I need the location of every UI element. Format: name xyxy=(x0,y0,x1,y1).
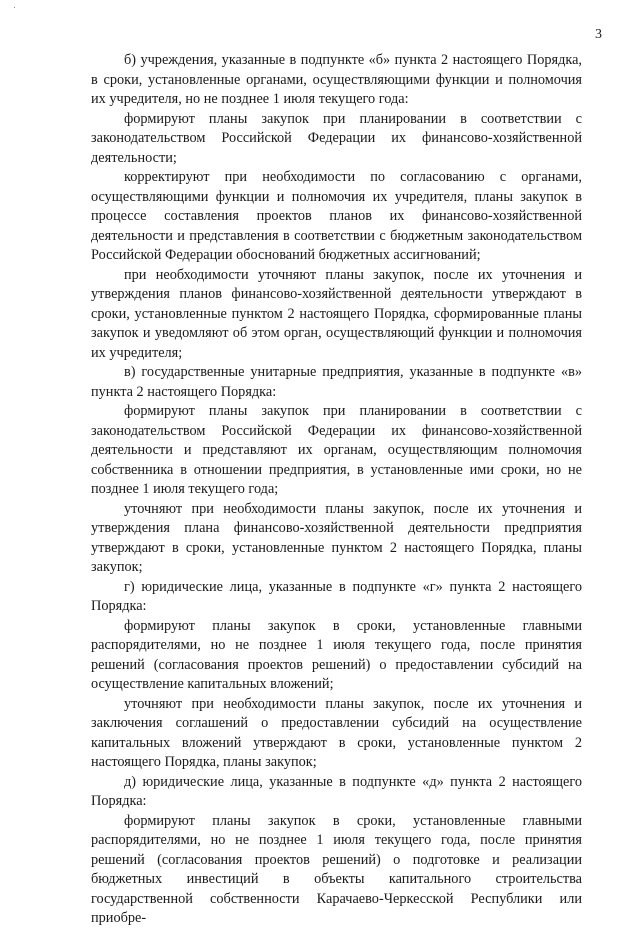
paragraph-b-correct-plans: корректируют при необходимости по согласованию с органами, осуществляющими функции и полномочия их учредителя, планы закупок в процессе составления проектов планов их финансово-хозяйственной деятельности и представления в соответствии с бюджетным законодательством Российской Федерации обоснований бюджетных ассигнований; xyxy=(91,169,582,263)
paragraph-g-refine-plans: уточняют при необходимости планы закупок, после их уточнения и заключения соглашений о предоставлении субсидий на осуществление капитальных вложений утверждают в сроки, установленные пунктом 2 настоящего Порядка, планы закупок; xyxy=(91,695,582,770)
body-text xyxy=(91,51,582,929)
scan-speck xyxy=(14,7,15,8)
paragraph-d-intro: д) юридические лица, указанные в подпункте «д» пункта 2 настоящего Порядка: xyxy=(91,773,582,809)
paragraph-v-refine-plans: уточняют при необходимости планы закупок, после их уточнения и утверждения плана финансово-хозяйственной деятельности предприятия утверждают в сроки, установленные пунктом 2 настоящего Порядка, планы закупок; xyxy=(91,500,582,575)
paragraph-d-form-plans: формируют планы закупок в сроки, установленные главными распорядителями, но не позднее 1 июля текущего года, после принятия решений (согласования проектов решений) о подготовке и реализации бюджетных инвестиций в объекты капитального строительства государственной собственности Карачаево-Черкесской Республики или приобре- xyxy=(91,812,582,926)
paragraph-v-intro: в) государственные унитарные предприятия, указанные в подпункте «в» пункта 2 настоящего Порядка: xyxy=(91,364,582,400)
paragraph-g-intro: г) юридические лица, указанные в подпункте «г» пункта 2 настоящего Порядка: xyxy=(91,578,582,614)
page-number: 3 xyxy=(595,27,602,42)
paragraph-g-form-plans: формируют планы закупок в сроки, установленные главными распорядителями, но не позднее 1 июля текущего года, после принятия решений (согласования проектов решений) о предоставлении субсидий на осуществление капитальных вложений; xyxy=(91,617,582,692)
paragraph-b-intro: б) учреждения, указанные в подпункте «б» пункта 2 настоящего Порядка, в сроки, установленные органами, осуществляющими функции и полномочия их учредителя, но не позднее 1 июля текущего года: xyxy=(91,52,582,107)
paragraph-v-form-plans: формируют планы закупок при планировании в соответствии с законодательством Российской Федерации их финансово-хозяйственной деятельности и представляют их органам, осуществляющим полномочия собственника в отношении предприятия, в установленные ими сроки, но не позднее 1 июля текущего года; xyxy=(91,403,582,497)
paragraph-b-form-plans: формируют планы закупок при планировании в соответствии с законодательством Российской Федерации их финансово-хозяйственной деятельности; xyxy=(91,110,582,166)
paragraph-b-refine-plans: при необходимости уточняют планы закупок, после их уточнения и утверждения планов финансово-хозяйственной деятельности утверждают в сроки, установленные пунктом 2 настоящего Порядка, сформированные планы закупок и уведомляют об этом орган, осуществляющий функции и полномочия их учредителя; xyxy=(91,266,582,361)
